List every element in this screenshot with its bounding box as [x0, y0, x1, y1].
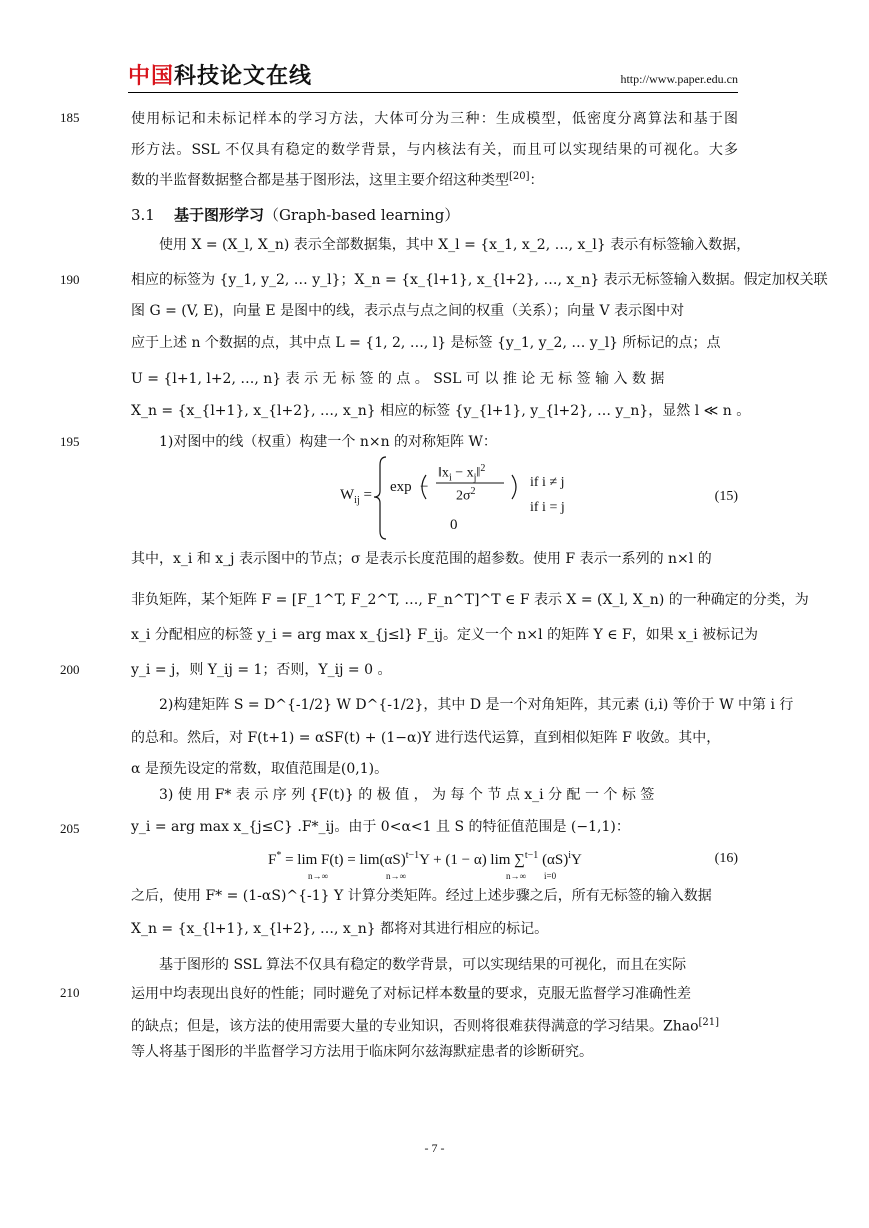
- final-line: 运用中均表现出良好的性能；同时避免了对标记样本数量的要求，克服无监督学习准确性差: [131, 986, 691, 1002]
- eq16-limit-3: n→∞: [506, 871, 526, 881]
- step-1-text: 1)对图中的线（权重）构建一个 n×n 的对称矩阵 W：: [159, 434, 497, 450]
- eq16-body: $F^* = \lim F(t) = \lim(\alpha S)^{t-1}Y + (1 - \alpha)$ lim ∑$^{t-1}$ $(\alpha S)^iY$: [268, 850, 582, 868]
- section-heading: [131, 204, 459, 225]
- para-line: 其中，x_i 和 x_j 表示图中的节点；σ 是表示长度范围的超参数。使用 F 表示一系列的 n×l 的: [131, 551, 712, 567]
- eq15-numerator: $‖x_i$ − $x_j‖^2$: [438, 463, 486, 484]
- para-line: 图 G = (V, E)，向量 E 是图中的线，表示点与点之间的权重（关系）；向量 V 表示图中对: [131, 303, 685, 319]
- final-line: 等人将基于图形的半监督学习方法用于临床阿尔兹海默症患者的诊断研究。: [131, 1044, 593, 1060]
- eq15-brace: [340, 455, 640, 540]
- step-2-line: 2)构建矩阵 S = D^{-1/2} W D^{-1/2}，其中 D 是一个对角矩阵，其元素 (i,i) 等价于 W 中第 i 行: [159, 697, 794, 713]
- para-line: 相应的标签为 {y_1, y_2, … y_l}；X_n = {x_{l+1}, x_{l+2}, …, x_n} 表示无标签输入数据。假定加权关联: [131, 272, 828, 288]
- final-line: [131, 1014, 738, 1036]
- eq15-case-1: if i ≠ j: [530, 475, 565, 490]
- step-2-line: α 是预先设定的常数，取值范围是(0,1)。: [131, 761, 389, 777]
- para-line: x_i 分配相应的标签 y_i = arg max x_{j≤l} F_ij。定义一个 n×l 的矩阵 Y ∈ F，如果 x_i 被标记为: [131, 627, 759, 643]
- step-3-line: 3) 使 用 F* 表 示 序 列 {F(t)} 的 极 值 ， 为 每 个 节 点 x_i 分 配 一 个 标 签: [159, 787, 655, 803]
- eq15-denominator: $2\sigma^2$: [456, 486, 476, 504]
- para-line: y_i = j，则 Y_ij = 1；否则，Y_ij = 0 。: [131, 662, 392, 678]
- journal-logo: [128, 64, 312, 90]
- eq16-number: (16): [714, 851, 738, 866]
- equation-15: [340, 455, 640, 540]
- section-title-en: （Graph-based learning）: [263, 206, 460, 224]
- equation-16: [268, 842, 668, 882]
- section-number: 3.1: [131, 206, 155, 224]
- eq16-limit-1: n→∞: [308, 871, 328, 881]
- eq15-exp: exp: [390, 479, 412, 495]
- page-number: - 7 -: [424, 1141, 445, 1155]
- section-title: 基于图形学习: [173, 206, 264, 224]
- para-line: 使用 X = (X_l, X_n) 表示全部数据集，其中 X_l = {x_1, x_2, …, x_l} 表示有标签输入数据，: [159, 237, 751, 253]
- para-line: 应于上述 n 个数据的点，其中点 L = {1, 2, …, l} 是标签 {y_1, y_2, … y_l} 所标记的点；点: [131, 335, 721, 351]
- citation-ref[interactable]: [20]: [509, 171, 530, 182]
- citation-ref[interactable]: [21]: [698, 1017, 720, 1028]
- final-line: 基于图形的 SSL 算法不仅具有稳定的数学背景，可以实现结果的可视化，而且在实际: [159, 957, 687, 973]
- eq15-number: (15): [714, 489, 738, 504]
- intro-line-2: 形方法。SSL 不仅具有稳定的数学背景，与内核法有关，而且可以实现结果的可视化。大多: [131, 142, 738, 158]
- intro-line-3: 数的半监督数据整合都是基于图形法，这里主要介绍这种类型[20]：: [131, 171, 544, 189]
- header-url[interactable]: http://www.paper.edu.cn: [620, 72, 738, 86]
- eq15-lhs: $W_{ij}$ =: [340, 487, 372, 506]
- header-rule: [128, 92, 738, 93]
- intro-text: 数的半监督数据整合都是基于图形法，这里主要介绍这种类型: [131, 172, 509, 189]
- logo-red-text: 中国: [128, 64, 175, 89]
- eq15-case-2: if i = j: [530, 500, 565, 515]
- para-line: 之后，使用 F* = (1-αS)^{-1} Y 计算分类矩阵。经过上述步骤之后，所有无标签的输入数据: [131, 888, 712, 904]
- para-line: U = {l+1, l+2, …, n} 表 示 无 标 签 的 点 。 SSL 可 以 推 论 无 标 签 输 入 数 据: [131, 371, 665, 387]
- line-number: 185: [60, 110, 80, 125]
- line-number: 210: [60, 985, 80, 1000]
- intro-line-1: 使用标记和未标记样本的学习方法，大体可分为三种：生成模型，低密度分离算法和基于图: [131, 111, 738, 127]
- logo-black-text: 科技论文在线: [174, 64, 313, 89]
- eq15-zero: 0: [450, 517, 458, 533]
- eq15-minus: −: [420, 479, 429, 495]
- eq16-limit-2: n→∞: [386, 871, 406, 881]
- final-text: 的缺点；但是，该方法的使用需要大量的专业知识，否则将很难获得满意的学习结果。Zhao: [131, 1018, 699, 1035]
- step-2-line: 的总和。然后，对 F(t+1) = αSF(t) + (1−α)Y 进行迭代运算，直到相似矩阵 F 收敛。其中，: [131, 730, 721, 746]
- line-number: 195: [60, 434, 80, 449]
- eq16-sum-lower: i=0: [544, 871, 557, 881]
- line-number: 190: [60, 272, 80, 287]
- step-3-line: y_i = arg max x_{j≤C} .F*_ij。由于 0<α<1 且 S 的特征值范围是 (−1,1)：: [131, 819, 630, 835]
- para-line: X_n = {x_{l+1}, x_{l+2}, …, x_n} 都将对其进行相应的标记。: [131, 921, 549, 937]
- para-line: X_n = {x_{l+1}, x_{l+2}, …, x_n} 相应的标签 {y_{l+1}, y_{l+2}, … y_n}，显然 l ≪ n 。: [131, 403, 751, 419]
- line-number: 200: [60, 662, 80, 677]
- line-number: 205: [60, 821, 80, 836]
- para-line: 非负矩阵，某个矩阵 F = [F_1^T, F_2^T, …, F_n^T]^T ∈ F 表示 X = (X_l, X_n) 的一种确定的分类，为: [131, 592, 809, 608]
